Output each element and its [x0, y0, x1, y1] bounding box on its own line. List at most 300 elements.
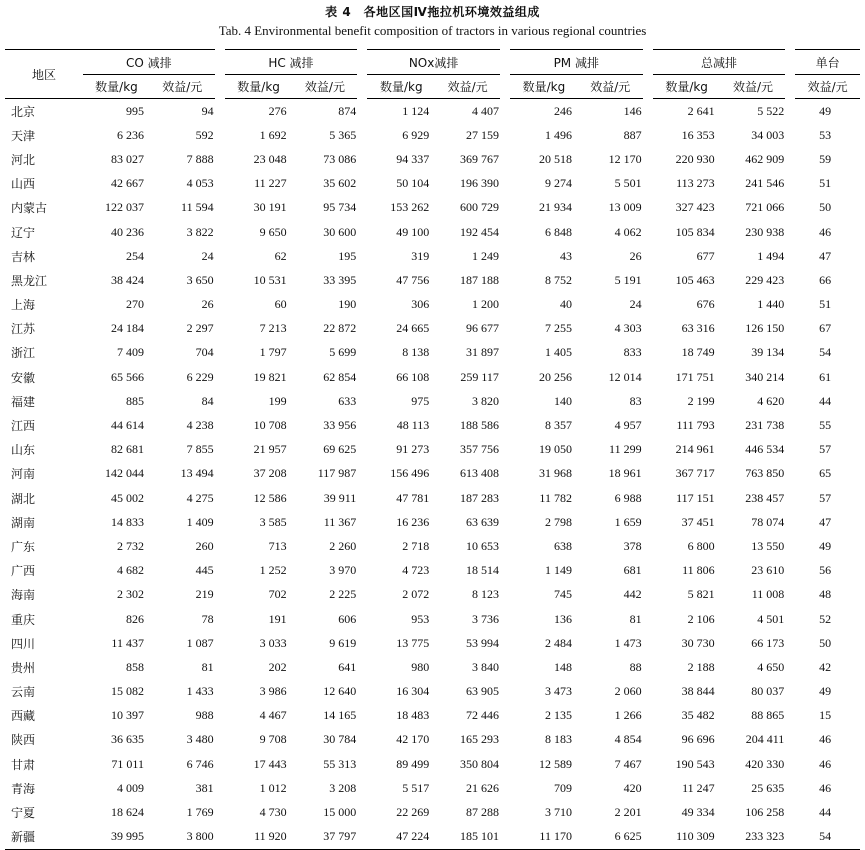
cell-pm-qty: 11 782: [539, 490, 572, 505]
cell-hc-qty: 7 213: [259, 321, 287, 336]
cell-total-val: 238 457: [745, 490, 785, 505]
cell-nox-val: 87 288: [465, 805, 499, 820]
cell-hc-qty: 3 986: [259, 684, 287, 699]
table-row: [5, 341, 860, 365]
cell-pm-val: 2 201: [614, 805, 642, 820]
table-row: [5, 559, 860, 583]
cell-region: 青海: [11, 781, 36, 796]
cell-total-qty: 63 316: [681, 321, 715, 336]
cell-total-qty: 105 463: [675, 272, 715, 287]
cell-nox-qty: 49 100: [396, 224, 430, 239]
table-row: [5, 583, 860, 607]
cell-co-qty: 7 409: [116, 345, 144, 360]
cell-per-unit-val: 57: [819, 490, 832, 505]
cell-nox-qty: 5 517: [402, 780, 430, 795]
cell-co-qty: 2 732: [116, 538, 144, 553]
cell-nox-val: 188 586: [459, 418, 499, 433]
cell-co-qty: 2 302: [116, 587, 144, 602]
cell-hc-qty: 713: [268, 538, 287, 553]
cell-hc-qty: 3 033: [259, 635, 287, 650]
cell-total-qty: 2 106: [687, 611, 715, 626]
cell-hc-val: 73 086: [323, 151, 357, 166]
cell-hc-qty: 17 443: [253, 756, 287, 771]
cell-total-qty: 171 751: [675, 369, 715, 384]
cell-region: 广西: [11, 564, 36, 579]
cell-per-unit-val: 47: [819, 248, 832, 263]
cell-total-val: 231 738: [745, 418, 785, 433]
cell-nox-val: 196 390: [459, 176, 499, 191]
cell-per-unit-val: 50: [819, 200, 832, 215]
cell-per-unit-val: 59: [819, 151, 832, 166]
cell-hc-qty: 11 227: [254, 176, 287, 191]
cell-pm-val: 2 060: [614, 684, 642, 699]
cell-total-val: 126 150: [745, 321, 785, 336]
cell-hc-qty: 10 708: [253, 418, 287, 433]
cell-hc-qty: 19 821: [253, 369, 287, 384]
cell-pm-val: 887: [623, 127, 642, 142]
cell-nox-qty: 306: [411, 297, 430, 312]
cell-pm-qty: 148: [553, 659, 572, 674]
cell-co-val: 2 297: [186, 321, 214, 336]
cell-co-qty: 6 236: [116, 127, 144, 142]
cell-co-val: 81: [201, 659, 214, 674]
cell-co-qty: 36 635: [110, 732, 144, 747]
table-row: [5, 438, 860, 462]
cell-per-unit-val: 55: [819, 418, 832, 433]
table-row: [5, 752, 860, 776]
cell-hc-qty: 10 531: [253, 272, 287, 287]
cell-co-val: 1 409: [186, 514, 214, 529]
cell-total-val: 25 635: [751, 780, 785, 795]
cell-co-qty: 65 566: [110, 369, 144, 384]
cell-co-qty: 122 037: [104, 200, 144, 215]
table-row: [5, 655, 860, 679]
cell-hc-qty: 12 586: [253, 490, 287, 505]
cell-nox-qty: 980: [411, 659, 430, 674]
cell-nox-qty: 42 170: [396, 732, 430, 747]
cell-hc-val: 2 260: [329, 538, 357, 553]
table-row: [5, 172, 860, 196]
cell-hc-qty: 4 467: [259, 708, 287, 723]
header-pm-qty: 数量/kg: [505, 75, 578, 99]
cell-co-qty: 10 397: [110, 708, 144, 723]
cell-hc-val: 62 854: [323, 369, 357, 384]
cell-nox-val: 1 200: [471, 297, 499, 312]
cell-hc-qty: 1 797: [259, 345, 287, 360]
table-caption-english: Tab. 4 Environmental benefit composition of tractors in various regional countries: [218, 23, 647, 38]
cell-region: 四川: [11, 636, 36, 651]
cell-region: 湖南: [11, 515, 36, 530]
cell-co-qty: 24 184: [110, 321, 144, 336]
cell-per-unit-val: 42: [819, 659, 832, 674]
cell-co-qty: 39 995: [83, 825, 150, 850]
cell-region: 辽宁: [11, 225, 36, 240]
cell-region: 江西: [11, 419, 36, 434]
cell-per-unit-val: 51: [819, 297, 832, 312]
cell-hc-val: 35 602: [323, 176, 357, 191]
table-caption-chinese: 表 4 各地区国Ⅳ拖拉机环境效益组成: [325, 5, 540, 19]
cell-hc-qty: 11 920: [220, 825, 293, 850]
cell-region: 天津: [11, 128, 36, 143]
table-row: [5, 607, 860, 631]
cell-pm-val: 81: [629, 611, 642, 626]
cell-total-qty: 35 482: [681, 708, 715, 723]
cell-co-val: 78: [201, 611, 214, 626]
header-pm-val: 效益/元: [578, 75, 648, 99]
cell-hc-val: 30 600: [323, 224, 357, 239]
cell-hc-val: 33 956: [323, 418, 357, 433]
cell-pm-qty: 8 183: [544, 732, 572, 747]
cell-co-qty: 40 236: [110, 224, 144, 239]
cell-co-val: 4 238: [186, 418, 214, 433]
cell-co-qty: 42 667: [110, 176, 144, 191]
cell-pm-val: 6 625: [578, 825, 648, 850]
cell-nox-val: 27 159: [465, 127, 499, 142]
cell-hc-val: 69 625: [323, 442, 357, 457]
cell-total-val: 763 850: [745, 466, 785, 481]
cell-total-val: 4 620: [757, 393, 785, 408]
cell-total-qty: 37 451: [681, 514, 715, 529]
cell-per-unit-val: 49: [819, 538, 832, 553]
cell-pm-val: 4 062: [614, 224, 642, 239]
table-row: [5, 244, 860, 268]
cell-pm-qty: 709: [553, 780, 572, 795]
cell-pm-qty: 20 518: [538, 151, 572, 166]
cell-nox-val: 21 626: [465, 780, 499, 795]
cell-pm-qty: 21 934: [538, 200, 572, 215]
cell-hc-val: 2 225: [329, 587, 357, 602]
cell-region: 湖北: [11, 491, 36, 506]
cell-total-qty: 113 273: [676, 176, 715, 191]
cell-pm-val: 1 473: [614, 635, 642, 650]
table-body: [5, 99, 860, 850]
cell-pm-val: 88: [629, 659, 642, 674]
cell-nox-val: 187 283: [459, 490, 499, 505]
cell-co-val: 4 053: [186, 176, 214, 191]
cell-co-qty: 83 027: [110, 151, 144, 166]
cell-nox-qty: 319: [411, 248, 430, 263]
cell-pm-qty: 1 405: [544, 345, 572, 360]
cell-nox-qty: 6 929: [402, 127, 430, 142]
cell-region: 河南: [11, 467, 36, 482]
cell-region: 吉林: [11, 249, 36, 264]
cell-hc-val: 633: [338, 393, 357, 408]
cell-per-unit-val: 46: [819, 732, 832, 747]
table-row: [5, 99, 860, 124]
cell-total-qty: 38 844: [681, 684, 715, 699]
cell-pm-val: 833: [623, 345, 642, 360]
cell-nox-val: 192 454: [459, 224, 499, 239]
table-row: [5, 825, 860, 850]
cell-per-unit-val: 46: [819, 780, 832, 795]
table-row: [5, 631, 860, 655]
header-group-pm: PM 减排: [505, 50, 648, 75]
cell-pm-val: 6 988: [614, 490, 642, 505]
cell-region: 云南: [11, 685, 36, 700]
cell-total-qty: 327 423: [675, 200, 715, 215]
table-row: [5, 704, 860, 728]
cell-pm-val: 681: [623, 563, 642, 578]
cell-region: 新疆: [5, 825, 83, 850]
cell-pm-val: 4 854: [614, 732, 642, 747]
cell-pm-qty: 2 484: [544, 635, 572, 650]
cell-total-val: 241 546: [745, 176, 785, 191]
cell-hc-val: 3 208: [329, 780, 357, 795]
header-per-unit-val: 效益/元: [790, 75, 860, 99]
cell-co-val: 1 769: [186, 805, 214, 820]
cell-pm-val: 5 191: [614, 272, 642, 287]
cell-total-qty: 5 821: [687, 587, 715, 602]
header-co-val: 效益/元: [150, 75, 220, 99]
cell-hc-val: 30 784: [323, 732, 357, 747]
table-row: [5, 800, 860, 824]
cell-hc-qty: 1 012: [259, 780, 287, 795]
cell-total-val: 229 423: [745, 272, 785, 287]
table-row: [5, 147, 860, 171]
cell-hc-qty: 4 730: [259, 805, 287, 820]
cell-pm-val: 4 303: [614, 321, 642, 336]
cell-total-qty: 49 334: [681, 805, 715, 820]
cell-pm-qty: 745: [553, 587, 572, 602]
header-hc-qty: 数量/kg: [220, 75, 293, 99]
cell-hc-val: 37 797: [293, 825, 363, 850]
cell-region: 内蒙古: [11, 201, 48, 216]
cell-co-qty: 4 009: [116, 780, 144, 795]
cell-hc-val: 641: [338, 659, 357, 674]
cell-pm-val: 146: [623, 103, 642, 118]
cell-nox-val: 53 994: [465, 635, 499, 650]
cell-hc-qty: 9 650: [259, 224, 287, 239]
header-region: 地区: [5, 50, 83, 99]
cell-nox-qty: 156 496: [390, 466, 430, 481]
cell-co-qty: 4 682: [116, 563, 144, 578]
cell-pm-val: 13 009: [608, 200, 642, 215]
cell-hc-val: 5 699: [329, 345, 357, 360]
cell-co-val: 1 087: [186, 635, 214, 650]
cell-pm-qty: 8 357: [544, 418, 572, 433]
cell-co-val: 1 433: [186, 684, 214, 699]
cell-nox-qty: 94 337: [396, 151, 430, 166]
cell-hc-val: 5 365: [329, 127, 357, 142]
cell-nox-qty: 47 756: [396, 272, 430, 287]
table-row: [5, 776, 860, 800]
cell-co-qty: 18 624: [110, 805, 144, 820]
cell-total-qty: 96 696: [681, 732, 715, 747]
cell-pm-qty: 6 848: [544, 224, 572, 239]
cell-nox-val: 600 729: [459, 200, 499, 215]
cell-nox-val: 8 123: [471, 587, 499, 602]
cell-nox-val: 3 820: [471, 393, 499, 408]
cell-region: 西藏: [11, 709, 36, 724]
header-total-val: 效益/元: [721, 75, 791, 99]
cell-pm-val: 11 299: [609, 442, 642, 457]
cell-total-qty: 110 309: [648, 825, 721, 850]
cell-co-qty: 38 424: [110, 272, 144, 287]
cell-hc-qty: 202: [268, 659, 287, 674]
cell-pm-val: 420: [623, 780, 642, 795]
cell-per-unit-val: 56: [819, 563, 832, 578]
cell-pm-qty: 40: [559, 297, 572, 312]
cell-region: 北京: [11, 104, 36, 119]
cell-per-unit-val: 15: [819, 708, 832, 723]
cell-region: 海南: [11, 588, 36, 603]
cell-per-unit-val: 54: [819, 345, 832, 360]
cell-nox-qty: 22 269: [396, 805, 430, 820]
table-row: [5, 220, 860, 244]
cell-region: 山西: [11, 177, 36, 192]
cell-pm-val: 1 659: [614, 514, 642, 529]
cell-total-qty: 190 543: [675, 756, 715, 771]
cell-pm-val: 5 501: [614, 176, 642, 191]
cell-hc-qty: 276: [268, 103, 287, 118]
cell-nox-val: 187 188: [459, 272, 499, 287]
table-row: [5, 196, 860, 220]
cell-co-val: 592: [195, 127, 214, 142]
cell-co-val: 4 275: [186, 490, 214, 505]
cell-pm-val: 12 170: [608, 151, 642, 166]
cell-per-unit-val: 51: [819, 176, 832, 191]
cell-co-qty: 885: [125, 393, 144, 408]
cell-nox-val: 96 677: [465, 321, 499, 336]
cell-hc-qty: 21 957: [253, 442, 287, 457]
cell-nox-val: 72 446: [465, 708, 499, 723]
table-row: [5, 680, 860, 704]
cell-total-val: 106 258: [745, 805, 785, 820]
cell-total-val: 340 214: [745, 369, 785, 384]
cell-co-val: 26: [201, 297, 214, 312]
cell-pm-qty: 9 274: [544, 176, 572, 191]
cell-co-val: 94: [201, 103, 214, 118]
cell-total-val: 11 008: [751, 587, 785, 602]
cell-hc-val: 22 872: [323, 321, 357, 336]
cell-total-val: 446 534: [745, 442, 785, 457]
cell-pm-qty: 2 135: [544, 708, 572, 723]
cell-per-unit-val: 57: [819, 442, 832, 457]
cell-hc-val: 874: [338, 103, 357, 118]
cell-co-qty: 826: [125, 611, 144, 626]
cell-total-qty: 676: [696, 297, 715, 312]
cell-nox-qty: 16 304: [396, 684, 430, 699]
cell-co-val: 3 822: [186, 224, 214, 239]
cell-per-unit-val: 47: [819, 514, 832, 529]
cell-pm-qty: 19 050: [538, 442, 572, 457]
cell-co-val: 7 855: [186, 442, 214, 457]
cell-co-qty: 45 002: [110, 490, 144, 505]
cell-hc-val: 12 640: [323, 684, 357, 699]
cell-nox-qty: 1 124: [402, 103, 430, 118]
cell-region: 陕西: [11, 733, 36, 748]
cell-total-val: 230 938: [745, 224, 785, 239]
cell-nox-val: 10 653: [465, 538, 499, 553]
cell-total-val: 420 330: [745, 756, 785, 771]
cell-nox-qty: 47 224: [362, 825, 435, 850]
cell-nox-qty: 16 236: [396, 514, 430, 529]
cell-nox-val: 1 249: [471, 248, 499, 263]
cell-total-val: 39 134: [751, 345, 785, 360]
cell-co-val: 13 494: [180, 466, 214, 481]
cell-hc-qty: 37 208: [253, 466, 287, 481]
cell-nox-val: 357 756: [459, 442, 499, 457]
cell-hc-val: 9 619: [329, 635, 357, 650]
cell-nox-val: 3 840: [471, 659, 499, 674]
cell-nox-val: 259 117: [460, 369, 499, 384]
cell-co-val: 3 480: [186, 732, 214, 747]
cell-per-unit-val: 49: [819, 684, 832, 699]
cell-pm-qty: 11 170: [505, 825, 578, 850]
cell-nox-val: 63 639: [465, 514, 499, 529]
cell-pm-qty: 1 149: [544, 563, 572, 578]
cell-total-qty: 214 961: [675, 442, 715, 457]
cell-region: 江苏: [11, 322, 36, 337]
cell-nox-val: 350 804: [459, 756, 499, 771]
cell-region: 重庆: [11, 612, 36, 627]
cell-total-val: 88 865: [751, 708, 785, 723]
cell-hc-qty: 1 692: [259, 127, 287, 142]
cell-nox-qty: 48 113: [396, 418, 430, 433]
table-row: [5, 728, 860, 752]
cell-pm-val: 442: [623, 587, 642, 602]
cell-co-qty: 15 082: [110, 684, 144, 699]
cell-total-val: 233 323: [721, 825, 791, 850]
header-hc-val: 效益/元: [293, 75, 363, 99]
cell-region: 浙江: [11, 346, 36, 361]
cell-co-val: 381: [195, 780, 214, 795]
cell-hc-qty: 191: [268, 611, 287, 626]
cell-region: 山东: [11, 443, 36, 458]
cell-total-val: 1 494: [757, 248, 785, 263]
cell-pm-qty: 246: [553, 103, 572, 118]
cell-hc-qty: 23 048: [253, 151, 287, 166]
cell-pm-qty: 3 710: [544, 805, 572, 820]
cell-co-qty: 44 614: [110, 418, 144, 433]
cell-hc-val: 11 367: [323, 514, 357, 529]
header-nox-qty: 数量/kg: [362, 75, 435, 99]
table-row: [5, 293, 860, 317]
cell-co-val: 11 594: [181, 200, 214, 215]
cell-region: 上海: [11, 298, 36, 313]
cell-total-qty: 2 641: [687, 103, 715, 118]
cell-pm-val: 83: [629, 393, 642, 408]
cell-co-qty: 254: [125, 248, 144, 263]
cell-total-qty: 2 199: [687, 393, 715, 408]
cell-hc-qty: 30 191: [253, 200, 287, 215]
cell-nox-val: 369 767: [459, 151, 499, 166]
cell-per-unit-val: 46: [819, 224, 832, 239]
cell-total-qty: 2 188: [687, 659, 715, 674]
cell-nox-val: 3 736: [471, 611, 499, 626]
cell-nox-qty: 2 072: [402, 587, 430, 602]
table-row: [5, 389, 860, 413]
cell-co-qty: 995: [125, 103, 144, 118]
cell-pm-val: 4 957: [614, 418, 642, 433]
cell-nox-qty: 47 781: [396, 490, 430, 505]
cell-nox-qty: 91 273: [396, 442, 430, 457]
header-total-qty: 数量/kg: [648, 75, 721, 99]
cell-per-unit-val: 65: [819, 466, 832, 481]
cell-nox-qty: 89 499: [396, 756, 430, 771]
cell-total-qty: 367 717: [675, 466, 715, 481]
cell-hc-val: 15 000: [323, 805, 357, 820]
cell-pm-qty: 1 496: [544, 127, 572, 142]
benefit-table: [5, 49, 860, 850]
cell-pm-qty: 3 473: [544, 684, 572, 699]
header-group-per-unit: 单台: [790, 50, 860, 75]
cell-total-qty: 677: [696, 248, 715, 263]
table-row: [5, 462, 860, 486]
cell-total-val: 78 074: [751, 514, 785, 529]
cell-per-unit-val: 48: [819, 587, 832, 602]
cell-per-unit-val: 54: [790, 825, 860, 850]
